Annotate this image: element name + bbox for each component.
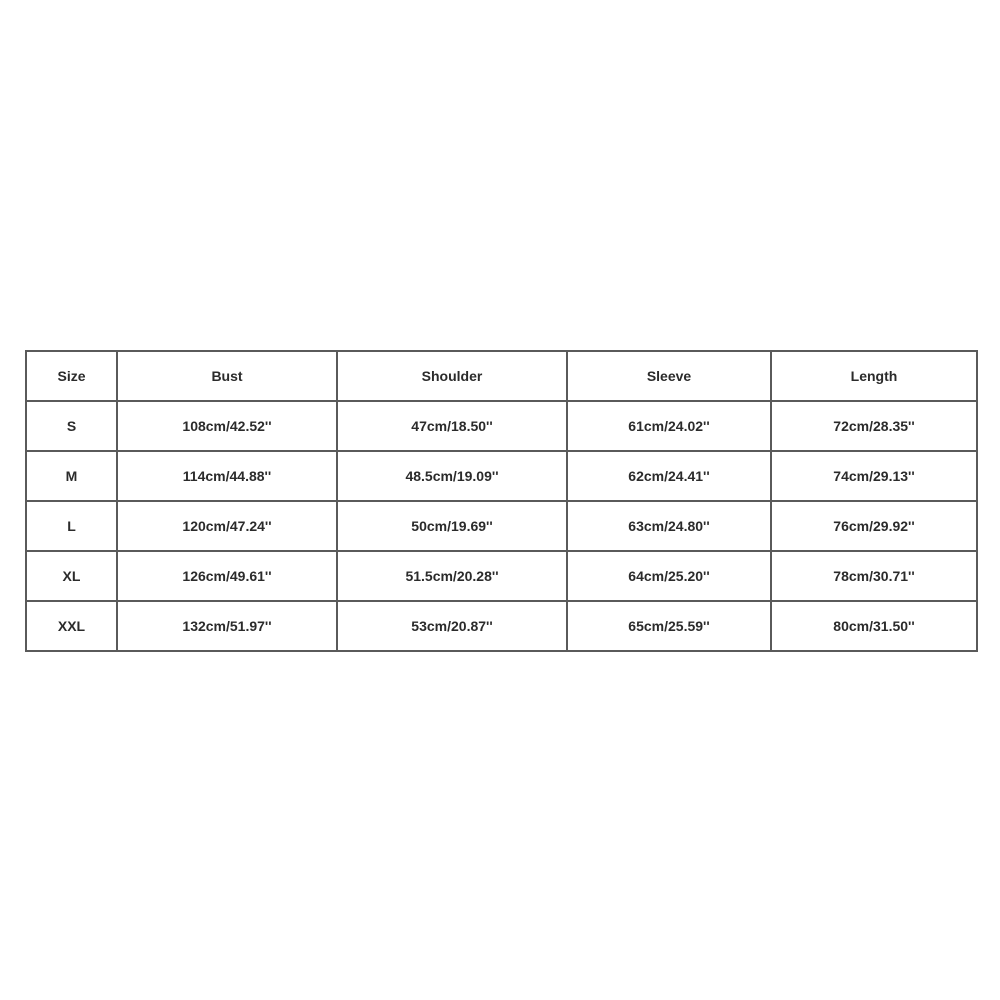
- table-header: [26, 351, 977, 401]
- table-row: [26, 451, 977, 501]
- cell-length: 76cm/29.92'': [771, 501, 977, 551]
- header-bust: Bust: [117, 351, 337, 401]
- cell-bust: 132cm/51.97'': [117, 601, 337, 651]
- table-row: [26, 551, 977, 601]
- cell-size: S: [26, 401, 117, 451]
- size-chart-table: [25, 350, 978, 652]
- header-sleeve: Sleeve: [567, 351, 771, 401]
- header-size: Size: [26, 351, 117, 401]
- cell-bust: 108cm/42.52'': [117, 401, 337, 451]
- header-length: Length: [771, 351, 977, 401]
- cell-length: 74cm/29.13'': [771, 451, 977, 501]
- cell-size: L: [26, 501, 117, 551]
- cell-bust: 114cm/44.88'': [117, 451, 337, 501]
- cell-length: 78cm/30.71'': [771, 551, 977, 601]
- cell-shoulder: 51.5cm/20.28'': [337, 551, 567, 601]
- cell-shoulder: 50cm/19.69'': [337, 501, 567, 551]
- cell-sleeve: 63cm/24.80'': [567, 501, 771, 551]
- cell-shoulder: 47cm/18.50'': [337, 401, 567, 451]
- cell-sleeve: 62cm/24.41'': [567, 451, 771, 501]
- cell-size: XL: [26, 551, 117, 601]
- cell-length: 80cm/31.50'': [771, 601, 977, 651]
- header-shoulder: Shoulder: [337, 351, 567, 401]
- cell-size: XXL: [26, 601, 117, 651]
- cell-sleeve: 61cm/24.02'': [567, 401, 771, 451]
- cell-shoulder: 53cm/20.87'': [337, 601, 567, 651]
- table-row: [26, 601, 977, 651]
- table-row: [26, 401, 977, 451]
- cell-length: 72cm/28.35'': [771, 401, 977, 451]
- cell-shoulder: 48.5cm/19.09'': [337, 451, 567, 501]
- table-body: [26, 401, 977, 651]
- cell-bust: 120cm/47.24'': [117, 501, 337, 551]
- cell-sleeve: 64cm/25.20'': [567, 551, 771, 601]
- cell-size: M: [26, 451, 117, 501]
- cell-bust: 126cm/49.61'': [117, 551, 337, 601]
- cell-sleeve: 65cm/25.59'': [567, 601, 771, 651]
- header-row: [26, 351, 977, 401]
- table-row: [26, 501, 977, 551]
